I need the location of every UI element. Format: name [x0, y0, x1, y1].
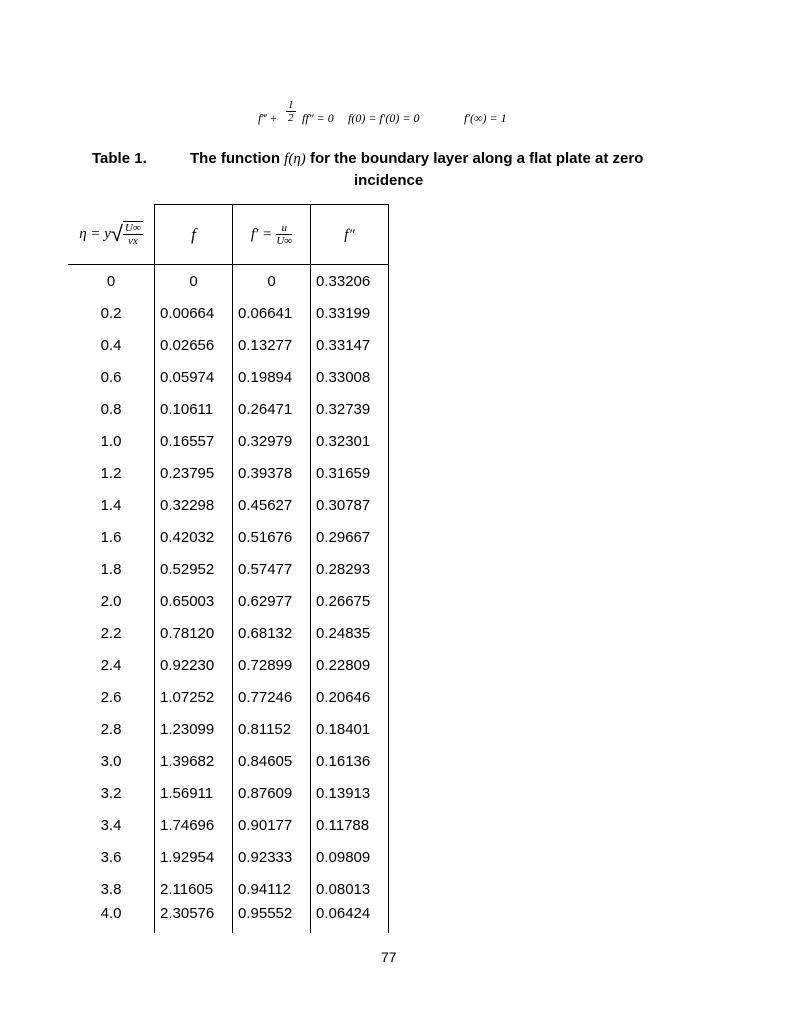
cell-fprime: 0.06641	[233, 297, 311, 329]
cell-fprime: 0.77246	[233, 681, 311, 713]
header-eta: η = y√ $\frac{U\infty}{\nu x}$	[68, 205, 155, 265]
table-row	[68, 585, 389, 617]
table-row	[68, 393, 389, 425]
ode-frac-den: 2	[288, 112, 294, 124]
table-row	[68, 265, 389, 298]
cell-fprime: 0.81152	[233, 713, 311, 745]
cell-fprime: 0.90177	[233, 809, 311, 841]
table-row	[68, 297, 389, 329]
caption-line-2: incidence	[354, 172, 424, 189]
cell-fdoubleprime: 0.24835	[311, 617, 389, 649]
table-body	[68, 265, 389, 934]
cell-eta: 1.0	[100, 432, 122, 450]
cell-f: 0.23795	[155, 457, 233, 489]
cell-fdoubleprime: 0.30787	[311, 489, 389, 521]
cell-eta: 1.6	[100, 528, 122, 546]
boundary-layer-table	[68, 204, 389, 933]
ode-lhs: f‴ +	[258, 111, 278, 125]
cell-eta: 3.2	[100, 784, 122, 802]
cell-fprime: 0.94112	[233, 873, 311, 905]
cell-f: 1.07252	[155, 681, 233, 713]
cell-eta: 3.6	[100, 848, 122, 866]
cell-fdoubleprime: 0.29667	[311, 521, 389, 553]
cell-f: 0.32298	[155, 489, 233, 521]
cell-eta: 1.8	[100, 560, 122, 578]
cell-fdoubleprime: 0.26675	[311, 585, 389, 617]
cell-fprime: 0.95552	[233, 905, 311, 933]
cell-eta: 0.2	[100, 304, 122, 322]
cell-eta: 2.4	[100, 656, 122, 674]
cell-fdoubleprime: 0.22809	[311, 649, 389, 681]
table-row	[68, 873, 389, 905]
cell-eta: 3.4	[100, 816, 122, 834]
cell-fdoubleprime: 0.33199	[311, 297, 389, 329]
cell-f: 0	[155, 265, 233, 298]
cell-eta: 2.8	[100, 720, 122, 738]
cell-fprime: 0.57477	[233, 553, 311, 585]
cell-f: 2.11605	[155, 873, 233, 905]
table-row	[68, 777, 389, 809]
governing-equation	[258, 99, 558, 139]
cell-fprime: 0.92333	[233, 841, 311, 873]
header-f	[155, 205, 233, 265]
boundary-condition-2: f′(∞) = 1	[464, 111, 507, 125]
table-row	[68, 457, 389, 489]
header-eta-lhs: η = y	[79, 226, 111, 243]
cell-f: 1.92954	[155, 841, 233, 873]
cell-fprime: 0.13277	[233, 329, 311, 361]
cell-fprime: 0.26471	[233, 393, 311, 425]
cell-eta: 3.8	[100, 880, 122, 898]
header-fprime	[233, 205, 311, 265]
cell-eta: 1.4	[100, 496, 122, 514]
header-eta-num: U∞	[125, 222, 141, 235]
cell-f: 1.23099	[155, 713, 233, 745]
table-row	[68, 425, 389, 457]
caption-function-symbol: f(η)	[284, 151, 306, 167]
cell-f: 0.92230	[155, 649, 233, 681]
header-fprime-den: U∞	[276, 235, 293, 247]
table-row	[68, 713, 389, 745]
ode-frac-num: 1	[288, 99, 294, 111]
table-row	[68, 521, 389, 553]
table-row	[68, 681, 389, 713]
cell-eta: 2.6	[100, 688, 122, 706]
table-row	[68, 809, 389, 841]
ode-half-fraction	[286, 99, 296, 124]
page-number: 77	[381, 949, 397, 965]
cell-fprime: 0.87609	[233, 777, 311, 809]
cell-fdoubleprime: 0.32301	[311, 425, 389, 457]
header-eta-den: νx	[128, 235, 138, 248]
table-row	[68, 553, 389, 585]
cell-fdoubleprime: 0.08013	[311, 873, 389, 905]
ode-rhs: ff″ = 0	[302, 111, 334, 125]
cell-f: 0.05974	[155, 361, 233, 393]
cell-fdoubleprime: 0.06424	[311, 905, 389, 933]
cell-fprime: 0	[233, 265, 311, 298]
boundary-condition-1: f(0) = f′(0) = 0	[348, 111, 420, 125]
cell-fdoubleprime: 0.16136	[311, 745, 389, 777]
cell-f: 0.10611	[155, 393, 233, 425]
cell-fdoubleprime: 0.28293	[311, 553, 389, 585]
cell-eta: 0.8	[100, 400, 122, 418]
cell-fdoubleprime: 0.18401	[311, 713, 389, 745]
table-title	[190, 148, 710, 170]
cell-eta: 2.0	[100, 592, 122, 610]
cell-fprime: 0.45627	[233, 489, 311, 521]
table-header-row	[68, 205, 389, 265]
table-label: Table 1.	[92, 150, 147, 167]
cell-fdoubleprime: 0.13913	[311, 777, 389, 809]
table-row	[68, 329, 389, 361]
cell-fprime: 0.39378	[233, 457, 311, 489]
cell-fdoubleprime: 0.33147	[311, 329, 389, 361]
cell-fdoubleprime: 0.11788	[311, 809, 389, 841]
cell-fprime: 0.51676	[233, 521, 311, 553]
cell-fdoubleprime: 0.33206	[311, 265, 389, 298]
cell-fprime: 0.84605	[233, 745, 311, 777]
cell-eta: 0	[106, 272, 116, 290]
cell-fprime: 0.32979	[233, 425, 311, 457]
table-row	[68, 745, 389, 777]
cell-f: 0.52952	[155, 553, 233, 585]
cell-fprime: 0.68132	[233, 617, 311, 649]
cell-eta: 0.6	[100, 368, 122, 386]
cell-f: 0.16557	[155, 425, 233, 457]
cell-eta: 3.0	[100, 752, 122, 770]
table-row	[68, 489, 389, 521]
cell-f: 0.02656	[155, 329, 233, 361]
table-row	[68, 361, 389, 393]
cell-f: 2.30576	[155, 905, 233, 933]
cell-fprime: 0.72899	[233, 649, 311, 681]
cell-f: 1.74696	[155, 809, 233, 841]
cell-fdoubleprime: 0.32739	[311, 393, 389, 425]
cell-f: 1.56911	[155, 777, 233, 809]
cell-eta: 0.4	[100, 336, 122, 354]
cell-fdoubleprime: 0.33008	[311, 361, 389, 393]
table-row	[68, 649, 389, 681]
cell-fprime: 0.62977	[233, 585, 311, 617]
header-fdoubleprime-text: f″	[344, 226, 355, 243]
cell-f: 0.00664	[155, 297, 233, 329]
cell-fdoubleprime: 0.31659	[311, 457, 389, 489]
table-row	[68, 841, 389, 873]
caption-text-after: for the boundary layer along a flat plate at zero	[309, 150, 644, 167]
cell-fdoubleprime: 0.09809	[311, 841, 389, 873]
cell-f: 1.39682	[155, 745, 233, 777]
header-fdoubleprime	[311, 205, 389, 265]
cell-eta: 2.2	[100, 624, 122, 642]
table-row	[68, 617, 389, 649]
header-f-text: f	[191, 224, 196, 244]
caption-text-before: The function	[190, 150, 280, 167]
header-fprime-lhs: f′ =	[250, 226, 273, 243]
cell-f: 0.78120	[155, 617, 233, 649]
cell-eta: 4.0	[100, 905, 122, 922]
cell-f: 0.65003	[155, 585, 233, 617]
cell-fdoubleprime: 0.20646	[311, 681, 389, 713]
cell-fprime: 0.19894	[233, 361, 311, 393]
cell-eta: 1.2	[100, 464, 122, 482]
table-row	[68, 905, 389, 933]
cell-f: 0.42032	[155, 521, 233, 553]
header-fprime-num: u	[276, 222, 292, 235]
